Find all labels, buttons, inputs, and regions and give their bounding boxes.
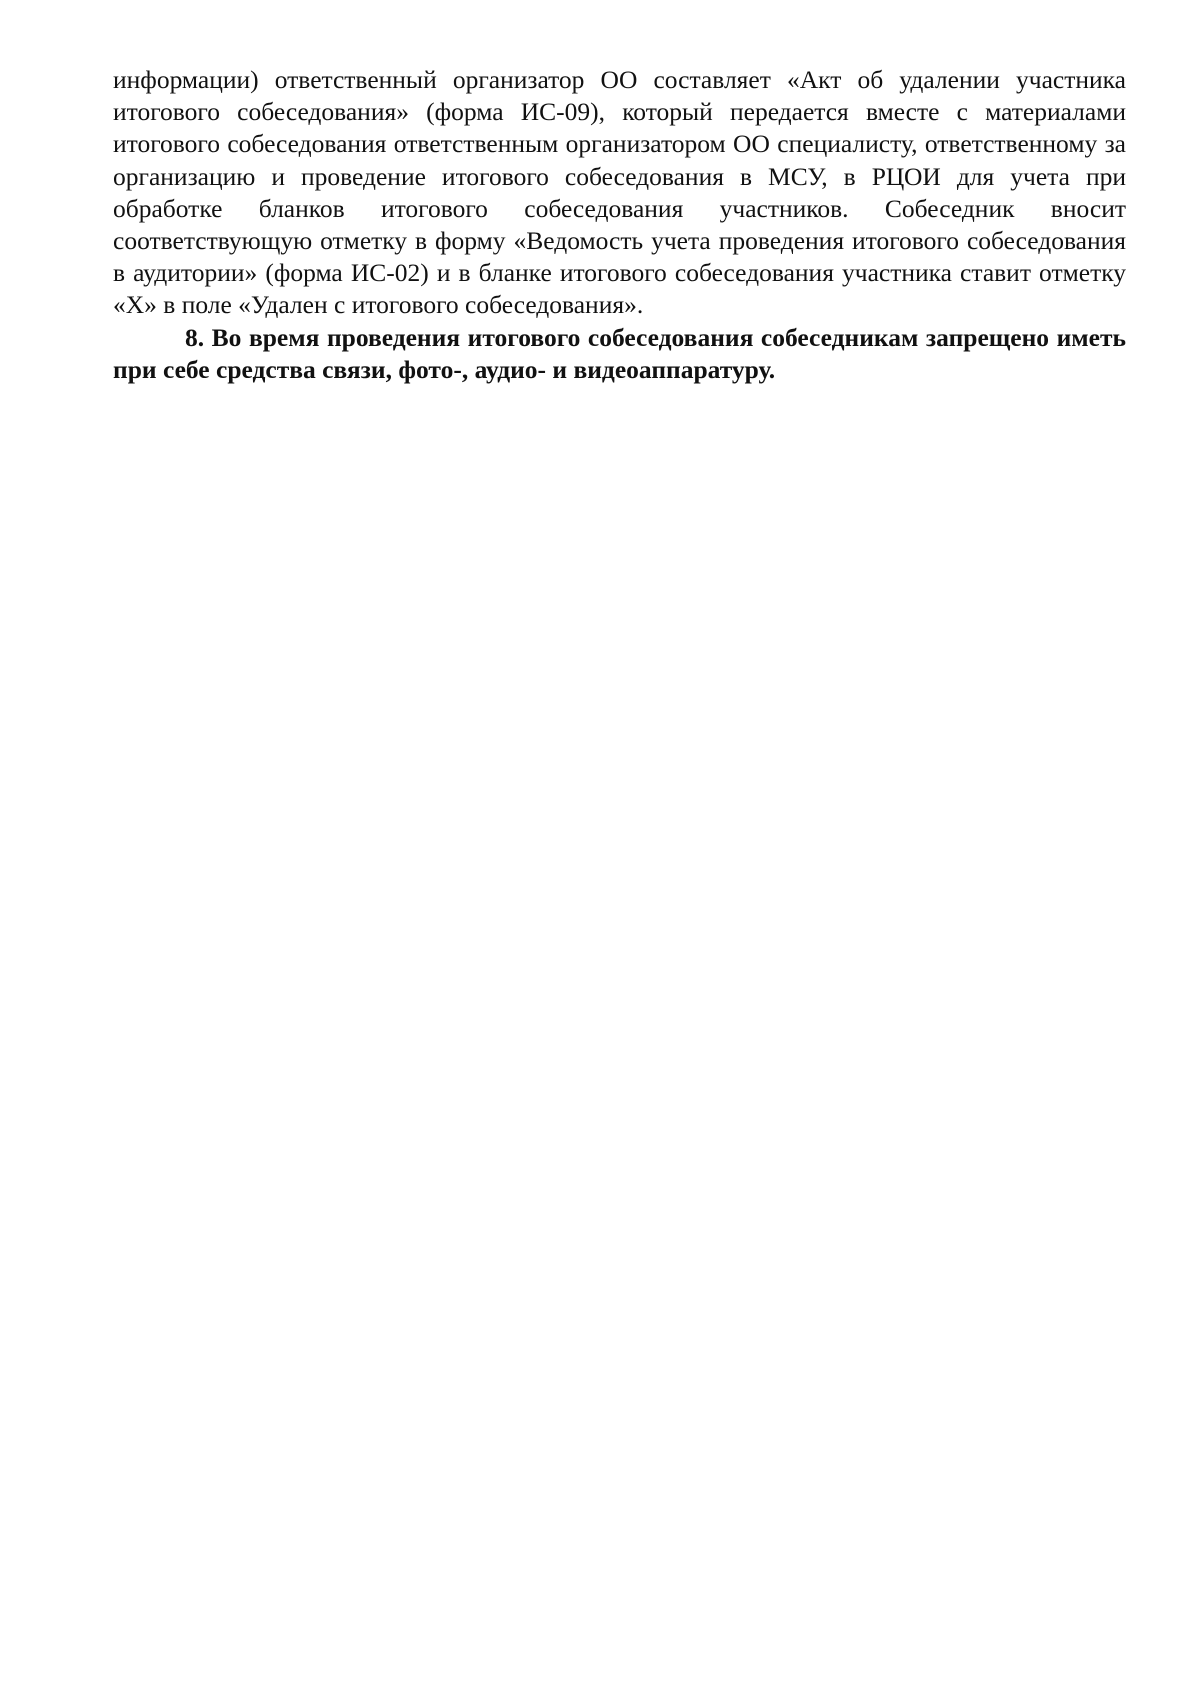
document-body: [113, 64, 1126, 386]
paragraph-item-8-prohibition: 8. Во время проведения итогового собеседования собеседникам запрещено иметь при себе средства связи, фото-, аудио- и видеоаппаратуру.: [113, 322, 1126, 384]
paragraph-removal-act: информации) ответственный организатор ОО составляет «Акт об удалении участника итогового собеседования» (форма ИС-09), который передается вместе с материалами итогового собеседования ответственным организатором ОО специалисту, ответственному за организацию и проведение итогового собеседования в МСУ, в РЦОИ для учета при обработке бланков итогового собеседования участников. Собеседник вносит соответствующую отметку в форму «Ведомость учета проведения итогового собеседования в аудитории» (форма ИС-02) и в бланке итогового собеседования участника ставит отметку «X» в поле «Удален с итогового собеседования».: [113, 65, 1126, 320]
